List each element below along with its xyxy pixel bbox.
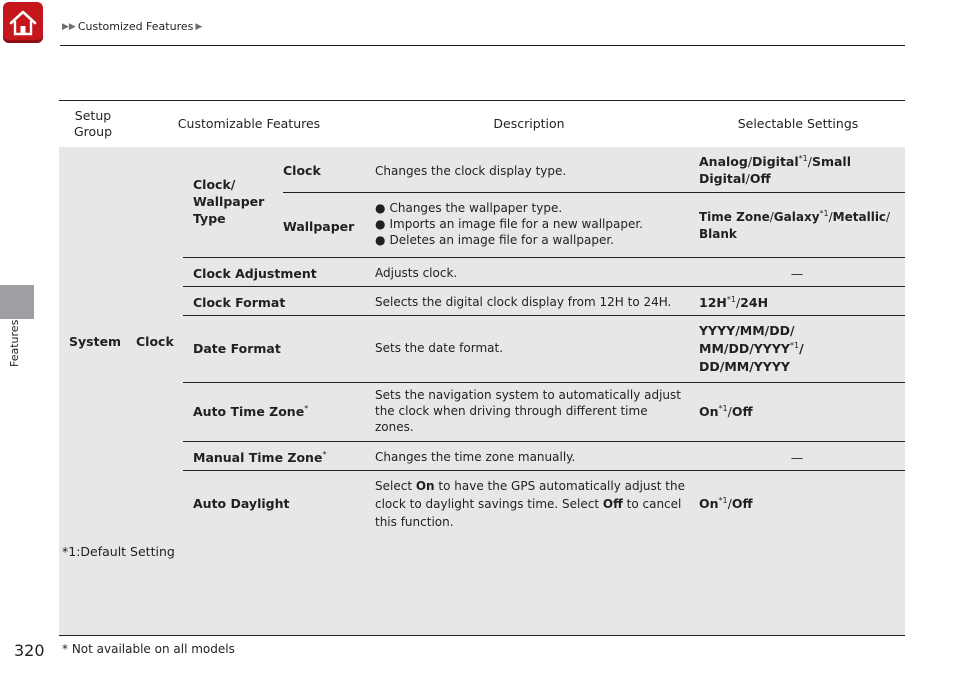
page-number: 320 <box>14 641 45 660</box>
footnote-marker: *1 <box>718 495 728 505</box>
footnote-marker: *1 <box>798 153 808 163</box>
description-manual-time-zone: Changes the time zone manually. <box>375 450 576 464</box>
setting-value: DD/MM/YYYY <box>699 359 790 374</box>
list-item <box>375 200 643 216</box>
feature-clock-adjustment: Clock Adjustment <box>193 266 317 281</box>
setting-separator: / <box>727 404 732 419</box>
bullet-text: Deletes an image file for a wallpaper. <box>389 233 614 247</box>
breadcrumb-label[interactable]: Customized Features <box>77 20 194 33</box>
feature-clock-format: Clock Format <box>193 295 286 310</box>
setting-value: Analog <box>699 154 748 169</box>
default-setting-note: *1:Default Setting <box>62 544 175 559</box>
setting-separator: / <box>828 210 833 224</box>
header-description: Description <box>493 116 565 131</box>
feature-label: Manual Time Zone <box>193 450 323 465</box>
description-clock-format: Selects the digital clock display from 12H to 24H. <box>375 295 672 309</box>
row-divider <box>183 441 905 442</box>
description-keyword: On <box>415 479 435 493</box>
list-item <box>375 232 643 248</box>
row-divider <box>183 315 905 316</box>
setting-separator: / <box>769 210 774 224</box>
header-features: Customizable Features <box>177 116 321 131</box>
table-header <box>59 100 905 147</box>
setting-separator: / <box>727 496 732 511</box>
feature-manual-time-zone <box>193 449 326 466</box>
footnote-marker: *1 <box>819 209 829 218</box>
setting-value: Time Zone <box>699 210 770 224</box>
setting-value: Digital <box>699 171 746 186</box>
setting-value: Digital <box>752 154 799 169</box>
row-divider <box>183 470 905 471</box>
bullet-icon: ● <box>375 233 386 247</box>
setting-value: Metallic <box>832 210 887 224</box>
feature-auto-daylight: Auto Daylight <box>193 496 290 511</box>
breadcrumb-arrow-icon: ▶▶ <box>62 21 76 32</box>
feature-clock: Clock <box>283 163 321 178</box>
row-divider <box>183 286 905 287</box>
setting-value: YYYY/MM/DD/ <box>699 323 795 338</box>
breadcrumb[interactable] <box>62 20 202 33</box>
setting-value: Small <box>811 154 851 169</box>
setting-separator: / <box>807 154 812 169</box>
settings-date-format <box>699 322 804 376</box>
setting-value: Galaxy <box>773 210 820 224</box>
home-icon <box>7 8 39 38</box>
footnote-marker: *1 <box>789 340 800 350</box>
setting-separator: / <box>735 295 741 310</box>
setting-value: MM/DD/YYYY <box>699 341 790 356</box>
description-auto-daylight <box>375 477 685 531</box>
description-text: to have the GPS automatically adjust the clock to daylight savings time. Select <box>375 479 685 511</box>
row-divider <box>183 382 905 383</box>
breadcrumb-arrow-icon: ▶ <box>195 21 203 32</box>
footnote-marker: * <box>322 449 327 459</box>
footnote-marker: *1 <box>726 294 736 304</box>
feature-date-format: Date Format <box>193 341 281 356</box>
footnote-marker: *1 <box>718 403 728 413</box>
settings-clock-adjustment: — <box>790 266 804 281</box>
settings-auto-daylight <box>699 495 753 512</box>
footnote-marker: * <box>304 403 309 413</box>
group-clock: Clock <box>136 334 174 349</box>
feature-wallpaper: Wallpaper <box>283 219 355 234</box>
settings-auto-time-zone <box>699 403 753 420</box>
section-label-text: Features <box>8 319 21 367</box>
header-settings: Selectable Settings <box>737 116 859 131</box>
bullet-icon: ● <box>375 217 386 231</box>
setting-value: Off <box>731 496 753 511</box>
row-divider <box>183 257 905 258</box>
bullet-text: Imports an image file for a new wallpaper. <box>389 217 643 231</box>
description-wallpaper <box>375 200 643 248</box>
settings-clock <box>699 153 899 187</box>
description-keyword: Off <box>602 497 623 511</box>
setting-value: Off <box>749 171 771 186</box>
description-clock: Changes the clock display type. <box>375 164 567 178</box>
setting-value: Off <box>731 404 753 419</box>
header-setup-group: Setup Group <box>73 108 113 139</box>
description-auto-time-zone: Sets the navigation system to automatically adjust the clock when driving through different time zones. <box>375 388 681 434</box>
group-system: System <box>69 334 122 349</box>
list-item <box>375 216 643 232</box>
setting-value: On <box>699 404 719 419</box>
description-text: to cancel this function. <box>375 497 682 529</box>
header-divider <box>60 45 905 46</box>
bullet-text: Changes the wallpaper type. <box>389 201 563 215</box>
availability-note: * Not available on all models <box>62 642 235 656</box>
setting-separator: / <box>799 341 804 356</box>
setting-separator: / <box>747 154 753 169</box>
setting-value: Blank <box>699 227 737 241</box>
bullet-icon: ● <box>375 201 386 215</box>
description-text: Select <box>375 479 416 493</box>
feature-auto-time-zone <box>193 403 308 420</box>
description-clock-adjustment: Adjusts clock. <box>375 266 458 280</box>
description-date-format: Sets the date format. <box>375 341 504 355</box>
feature-label: Auto Time Zone <box>193 404 305 419</box>
settings-clock-format <box>699 294 768 311</box>
settings-manual-time-zone: — <box>790 450 804 465</box>
setting-separator: / <box>745 171 750 186</box>
row-divider <box>283 192 905 193</box>
settings-wallpaper <box>699 209 905 243</box>
setting-value: 24H <box>740 295 769 310</box>
section-label <box>8 295 20 375</box>
setting-value: 12H <box>699 295 727 310</box>
setting-value: On <box>699 496 719 511</box>
home-button[interactable] <box>3 2 43 43</box>
setting-separator: / <box>886 210 891 224</box>
feature-clock-wallpaper-type: Clock/ Wallpaper Type <box>193 177 265 226</box>
